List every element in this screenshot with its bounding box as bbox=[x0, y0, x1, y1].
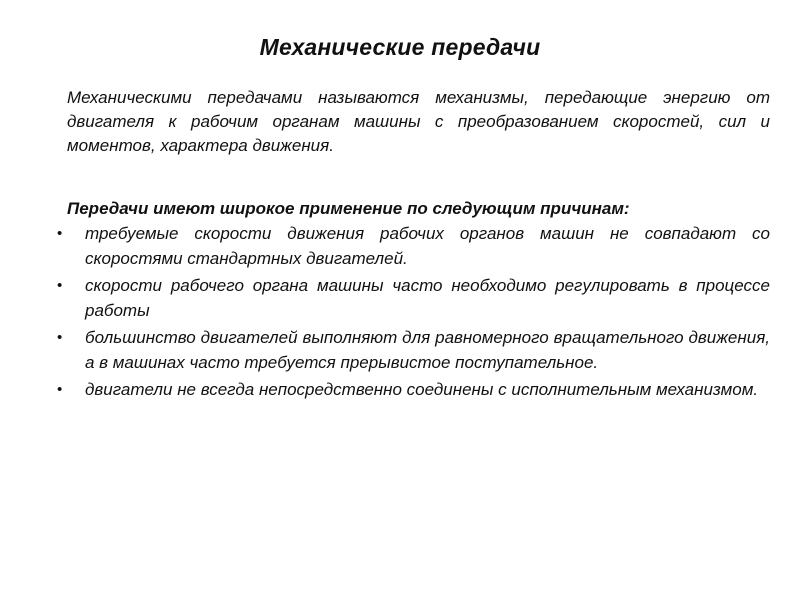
reasons-section bbox=[52, 196, 770, 404]
list-item bbox=[52, 273, 770, 323]
list-item bbox=[52, 221, 770, 271]
list-item-text: требуемые скорости движения рабочих органов машин не совпадают со скоростями стандартных двигателей. bbox=[85, 224, 770, 268]
slide-title: Механические передачи bbox=[259, 34, 541, 60]
bullet-icon: • bbox=[57, 329, 63, 346]
reasons-list bbox=[52, 221, 770, 402]
bullet-icon: • bbox=[57, 381, 63, 398]
intro-paragraph: Механическими передачами называются механизмы, передающие энергию от двигателя к рабочим органам машины с преобразованием скоростей, сил и моментов, характера движения. bbox=[67, 88, 770, 155]
list-item bbox=[52, 377, 770, 402]
reasons-heading: Передачи имеют широкое применение по следующим причинам: bbox=[67, 199, 630, 218]
bullet-icon: • bbox=[57, 277, 63, 294]
list-item-text: скорости рабочего органа машины часто необходимо регулировать в процессе работы bbox=[85, 276, 770, 320]
list-item bbox=[52, 325, 770, 375]
list-item-text: большинство двигателей выполняют для равномерного вращательного движения, а в машинах часто требуется прерывистое поступательное. bbox=[85, 328, 770, 372]
bullet-icon: • bbox=[57, 225, 63, 242]
list-item-text: двигатели не всегда непосредственно соединены с исполнительным механизмом. bbox=[85, 380, 759, 399]
